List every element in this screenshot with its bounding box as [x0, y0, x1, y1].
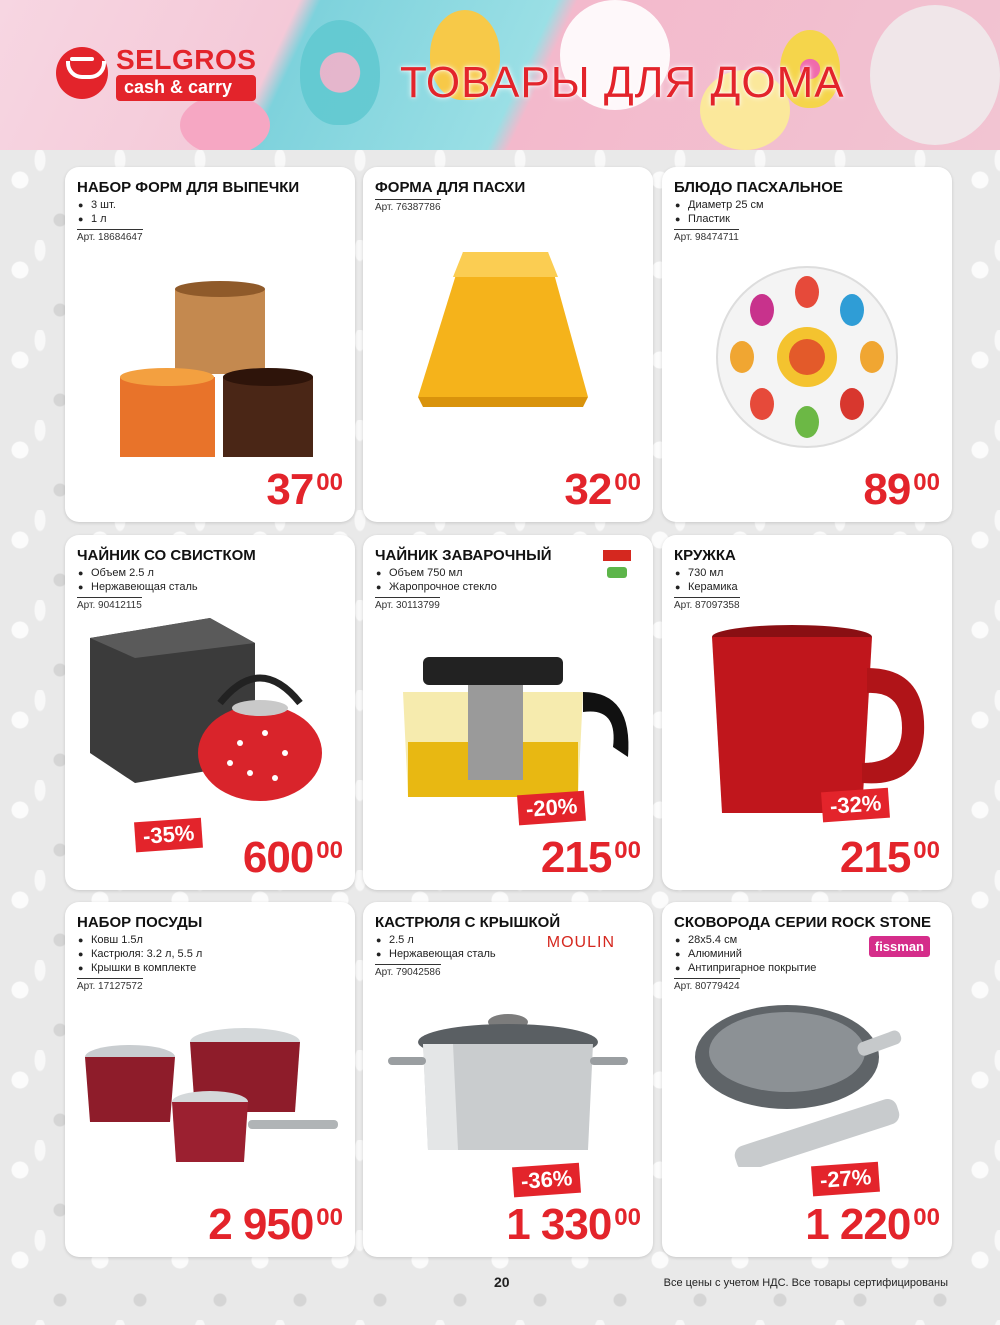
article-number: Арт. 80779424: [674, 978, 740, 993]
paskha-mold-image: [408, 247, 598, 422]
spec-item: ● Диаметр 25 см: [674, 198, 940, 212]
product-price: [208, 1200, 343, 1249]
price-cents: 00: [316, 469, 343, 496]
product-card: [662, 535, 952, 890]
article-number: Арт. 98474711: [674, 229, 739, 244]
product-title: НАБОР ФОРМ ДЛЯ ВЫПЕЧКИ: [77, 179, 300, 196]
brand-logo: fissman: [869, 936, 930, 957]
product-specs: [674, 566, 940, 594]
product-price: [863, 465, 940, 514]
cookware-set-image: [80, 1022, 345, 1177]
price-main: 37: [266, 465, 314, 514]
header-banner: [0, 0, 1000, 150]
product-price: [242, 833, 343, 882]
spec-item: ● 1 л: [77, 212, 343, 226]
price-main: 32: [564, 465, 612, 514]
product-title: КРУЖКА: [674, 547, 736, 564]
product-title: НАБОР ПОСУДЫ: [77, 914, 203, 931]
product-specs: [77, 198, 343, 226]
product-card: [363, 535, 653, 890]
price-main: 215: [540, 833, 612, 882]
product-price: [540, 833, 641, 882]
product-card: [65, 535, 355, 890]
price-main: 215: [839, 833, 911, 882]
product-card: [65, 902, 355, 1257]
discount-badge: -35%: [134, 818, 203, 853]
product-price: [266, 465, 343, 514]
price-cents: 00: [614, 469, 641, 496]
discount-badge: -20%: [517, 791, 586, 826]
price-cents: 00: [913, 469, 940, 496]
discount-badge: -32%: [821, 788, 890, 823]
price-cents: 00: [316, 1204, 343, 1231]
spec-item: ● 28x5.4 см: [674, 933, 940, 947]
product-specs: [77, 933, 343, 975]
logo-brand: SELGROS: [116, 44, 257, 75]
easter-egg-decoration: [180, 95, 270, 150]
product-specs: [375, 566, 641, 594]
product-card: [363, 167, 653, 522]
product-title: СКОВОРОДА СЕРИИ ROCK STONE: [674, 914, 932, 931]
product-title: ЧАЙНИК ЗАВАРОЧНЫЙ: [375, 547, 552, 564]
product-card: [662, 902, 952, 1257]
price-main: 89: [863, 465, 911, 514]
spec-item: ● 3 шт.: [77, 198, 343, 212]
product-price: [805, 1200, 940, 1249]
price-main: 600: [242, 833, 314, 882]
frying-pan-image: [692, 997, 922, 1172]
price-cents: 00: [614, 1204, 641, 1231]
logo-subtitle: cash & carry: [116, 75, 256, 101]
product-title: КАСТРЮЛЯ С КРЫШКОЙ: [375, 914, 561, 931]
spec-item: ● Нержавеющая сталь: [375, 947, 641, 961]
article-number: Арт. 87097358: [674, 597, 740, 612]
price-cents: 00: [913, 837, 940, 864]
willow-decoration: [870, 5, 1000, 145]
spec-item: ● Ковш 1.5л: [77, 933, 343, 947]
product-price: [839, 833, 940, 882]
product-specs: [674, 198, 940, 226]
discount-badge: -36%: [512, 1163, 581, 1198]
mug-image: [702, 623, 932, 828]
spec-item: ● Жаропрочное стекло: [375, 580, 641, 594]
price-main: 1 220: [805, 1200, 911, 1249]
page-title: ТОВАРЫ ДЛЯ ДОМА: [400, 58, 845, 107]
footer-note: Все цены с учетом НДС. Все товары сертифицированы: [663, 1277, 948, 1289]
easter-egg-decoration: [300, 20, 380, 125]
whistling-kettle-image: [80, 613, 340, 808]
easter-plate-image: [712, 262, 902, 457]
spec-item: ● Алюминий: [674, 947, 940, 961]
spec-item: ● 730 мл: [674, 566, 940, 580]
product-price: [506, 1200, 641, 1249]
price-cents: 00: [614, 837, 641, 864]
product-specs: [77, 566, 343, 594]
page-number: 20: [494, 1274, 510, 1290]
product-title: ЧАЙНИК СО СВИСТКОМ: [77, 547, 256, 564]
spec-item: ● Крышки в комплекте: [77, 961, 343, 975]
baking-molds-image: [105, 277, 315, 472]
price-main: 1 330: [506, 1200, 612, 1249]
selgros-logo-icon: [56, 47, 108, 99]
spec-item: ● Объем 2.5 л: [77, 566, 343, 580]
article-number: Арт. 90412115: [77, 597, 142, 612]
article-number: Арт. 76387786: [375, 199, 441, 214]
brand-logo: [603, 550, 631, 583]
price-main: 2 950: [208, 1200, 314, 1249]
glass-teapot-image: [383, 647, 633, 812]
spec-item: ● 2.5 л: [375, 933, 641, 947]
price-cents: 00: [913, 1204, 940, 1231]
brand-logo: MOULIN: [546, 934, 615, 951]
product-card: [363, 902, 653, 1257]
article-number: Арт. 18684647: [77, 229, 143, 244]
product-title: ФОРМА ДЛЯ ПАСХИ: [375, 179, 526, 196]
saucepan-image: [383, 1002, 633, 1167]
article-number: Арт. 17127572: [77, 978, 143, 993]
spec-item: ● Пластик: [674, 212, 940, 226]
product-card: [65, 167, 355, 522]
spec-item: ● Антипригарное покрытие: [674, 961, 940, 975]
product-price: [564, 465, 641, 514]
price-cents: 00: [316, 837, 343, 864]
discount-badge: -27%: [811, 1162, 880, 1197]
product-card: [662, 167, 952, 522]
spec-item: ● Нержавеющая сталь: [77, 580, 343, 594]
selgros-logo: [56, 45, 256, 101]
spec-item: ● Объем 750 мл: [375, 566, 641, 580]
spec-item: ● Керамика: [674, 580, 940, 594]
article-number: Арт. 30113799: [375, 597, 440, 612]
article-number: Арт. 79042586: [375, 964, 441, 979]
product-title: БЛЮДО ПАСХАЛЬНОЕ: [674, 179, 843, 196]
spec-item: ● Кастрюля: 3.2 л, 5.5 л: [77, 947, 343, 961]
